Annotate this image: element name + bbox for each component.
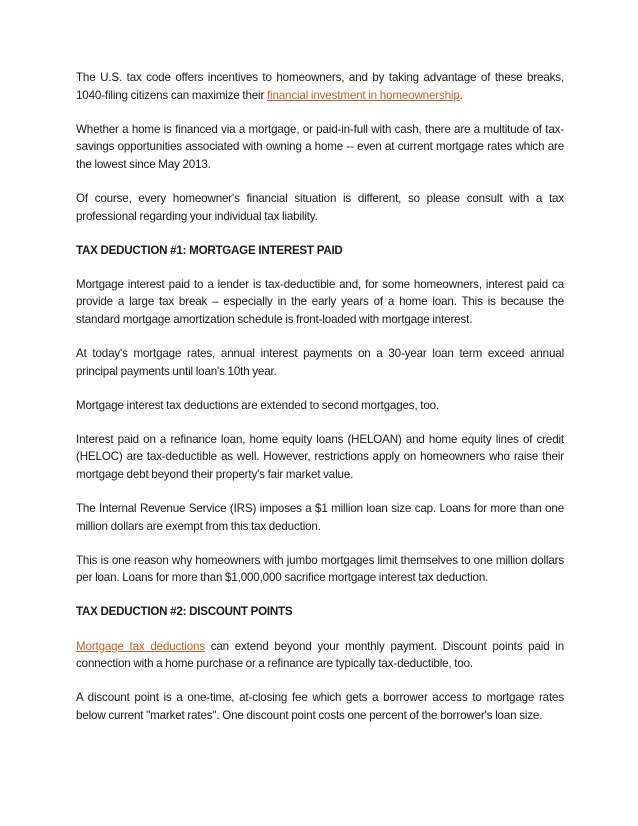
financial-investment-link[interactable]: financial investment in homeownership [266,88,460,102]
irs-cap-paragraph: The Internal Revenue Service (IRS) imposes a $1 million loan size cap. Loans for more than one million dollars are exempt from this tax deduction. [76,502,564,533]
heading-mortgage-interest: TAX DEDUCTION #1: MORTGAGE INTEREST PAID [76,243,343,257]
intro-paragraph [76,69,564,104]
consult-paragraph: Of course, every homeowner's financial situation is different, so please consult with a tax professional regarding your individual tax liability. [76,191,564,223]
mortgage-tax-deductions-link[interactable]: Mortgage tax deductions [76,639,205,653]
refinance-paragraph: Interest paid on a refinance loan, home equity loans (HELOAN) and home equity lines of credit (HELOC) are tax-deductible as well. However, restrictions apply on homeowners who raise their mortgage debt beyond their property's fair market value. [76,432,564,481]
intro-text: The U.S. tax code offers incentives to homeowners, and by taking advantage of these breaks, 1040-filing citizens can maximize their [76,71,564,102]
second-mortgage-paragraph: Mortgage interest tax deductions are extended to second mortgages, too. [76,398,440,412]
discount-points-paragraph [76,638,564,673]
discount-points-text: can extend beyond your monthly payment. Discount points paid in connection with a home purchase or a refinance are typically tax-deductible, too. [76,639,564,671]
discount-point-definition-paragraph: A discount point is a one-time, at-closing fee which gets a borrower access to mortgage rates below current "market rates". One discount point costs one percent of the borrower's loan size. [76,691,564,722]
interest-paragraph: Mortgage interest paid to a lender is tax-deductible and, for some homeowners, interest paid ca provide a large tax break – especially in the early years of a home loan. This is because the standard mortgage amortization schedule is front-loaded with mortgage interest. [76,277,564,326]
heading-discount-points: TAX DEDUCTION #2: DISCOUNT POINTS [76,605,293,619]
jumbo-paragraph: This is one reason why homeowners with jumbo mortgages limit themselves to one million dollars per loan. Loans for more than $1,000,000 sacrifice mortgage interest tax deduction. [76,553,564,585]
rates-paragraph: At today's mortgage rates, annual interest payments on a 30-year loan term exceed annual principal payments until loan's 10th year. [76,347,564,378]
intro-period: . [459,88,463,102]
financing-paragraph: Whether a home is financed via a mortgage, or paid-in-full with cash, there are a multitude of tax-savings opportunities associated with owning a home -- even at current mortgage rates which are the lowest since May 2013. [76,122,564,171]
